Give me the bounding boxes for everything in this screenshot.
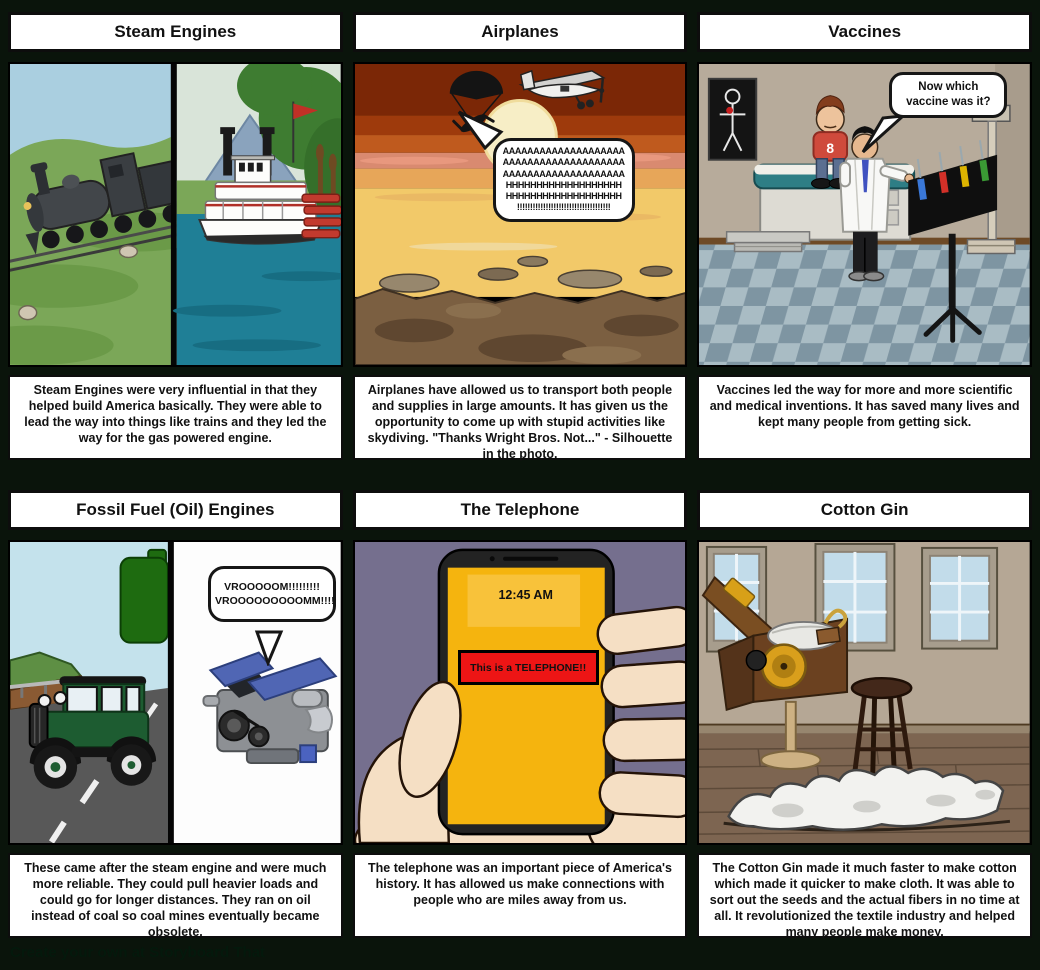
panel-title-text: Airplanes	[481, 22, 559, 41]
panel-title-vaccines	[697, 12, 1032, 52]
panel-fossil-fuel	[8, 490, 343, 938]
panel-desc-vaccines: Vaccines led the way for more and more scientific and medical inventions. It has saved many lives and kept many people from getting sick.	[697, 375, 1032, 460]
panel-desc-cotton-gin: The Cotton Gin made it much faster to make cotton which made it quicker to make cloth. It was able to sort out the seeds and the actual fibers in no time at all. It revolutionized the textile industry and helped many people make money.	[697, 853, 1032, 938]
panel-title-cotton-gin	[697, 490, 1032, 530]
panel-title-text: The Telephone	[460, 500, 580, 519]
tree	[121, 558, 168, 643]
storyboard-grid	[8, 12, 1032, 938]
panel-art-fossil-fuel	[8, 540, 343, 845]
panel-title-text: Fossil Fuel (Oil) Engines	[76, 500, 275, 519]
panel-title-steam-engines	[8, 12, 343, 52]
vintage-car-landscape	[10, 542, 168, 843]
panel-art-cotton-gin	[697, 540, 1032, 845]
panel-art-airplanes	[353, 62, 688, 367]
speech-bubble-screaming: AAAAAAAAAAAAAAAAAAAA AAAAAAAAAAAAAAAAAAAA AAAAAAAAAAAAAAAAAAAA HHHHHHHHHHHHHHHHHHH HHHHHHHHHHHHHHHHHHH !!!!!!!!!!!!!!!!!!!!!!!!!!!!!!!!!!!!	[493, 138, 635, 222]
storyboard-that-watermark: Create your own at Storyboard That	[10, 944, 266, 961]
panel-title-fossil-fuel	[8, 490, 343, 530]
split-divider	[168, 542, 174, 843]
panel-title-text: Vaccines	[828, 22, 902, 41]
window	[922, 548, 997, 649]
speech-bubble-tail	[254, 630, 284, 666]
panel-telephone	[353, 490, 688, 938]
panel-vaccines	[697, 12, 1032, 460]
phone-clock-text: 12:45 AM	[498, 588, 553, 602]
panel-desc-airplanes: Airplanes have allowed us to transport both people and supplies in large amounts. It has given us the opportunity to come up with stupid activities like skydiving. "Thanks Wright Bros. Not..." - Silhouette in the photo.	[353, 375, 688, 460]
panel-desc-fossil-fuel: These came after the steam engine and were much more reliable. They could pull heavier loads and could go for longer distances. They ran on oil instead of coal so coal mines eventually became obsolete.	[8, 853, 343, 938]
cotton-gin-scene	[699, 542, 1030, 843]
step-stool-icon	[727, 232, 810, 252]
panel-steam-engines	[8, 12, 343, 460]
panel-desc-telephone: The telephone was an important piece of America's history. It has allowed us make connections with people who are miles away from us.	[353, 853, 688, 938]
panel-title-text: Steam Engines	[114, 22, 237, 41]
panel-art-steam-engines	[8, 62, 343, 367]
panel-desc-steam-engines: Steam Engines were very influential in that they helped build America basically. They were able to lead the way into things like trains and they led the way for the gas powered engine.	[8, 375, 343, 460]
anatomy-poster-icon	[709, 79, 756, 160]
panel-cotton-gin	[697, 490, 1032, 938]
speech-bubble-doctor: Now which vaccine was it?	[889, 72, 1007, 118]
panel-art-vaccines	[697, 62, 1032, 367]
rock	[19, 306, 37, 320]
panel-airplanes	[353, 12, 688, 460]
steam-engines-scene	[10, 64, 341, 365]
car-engine-icon	[203, 653, 335, 764]
shirt-number: 8	[826, 139, 835, 156]
split-divider	[171, 64, 177, 365]
speech-bubble-tail	[859, 114, 907, 156]
rock	[120, 246, 138, 258]
panel-title-airplanes	[353, 12, 688, 52]
steamboat-landscape	[173, 64, 341, 365]
panel-art-telephone	[353, 540, 688, 845]
panel-title-telephone	[353, 490, 688, 530]
phone-alert-box: This is a TELEPHONE!!	[458, 650, 599, 685]
speech-bubble-engine: VROOOOOM!!!!!!!!! VROOOOOOOOOMM!!!!	[208, 566, 336, 622]
panel-title-text: Cotton Gin	[820, 500, 909, 519]
